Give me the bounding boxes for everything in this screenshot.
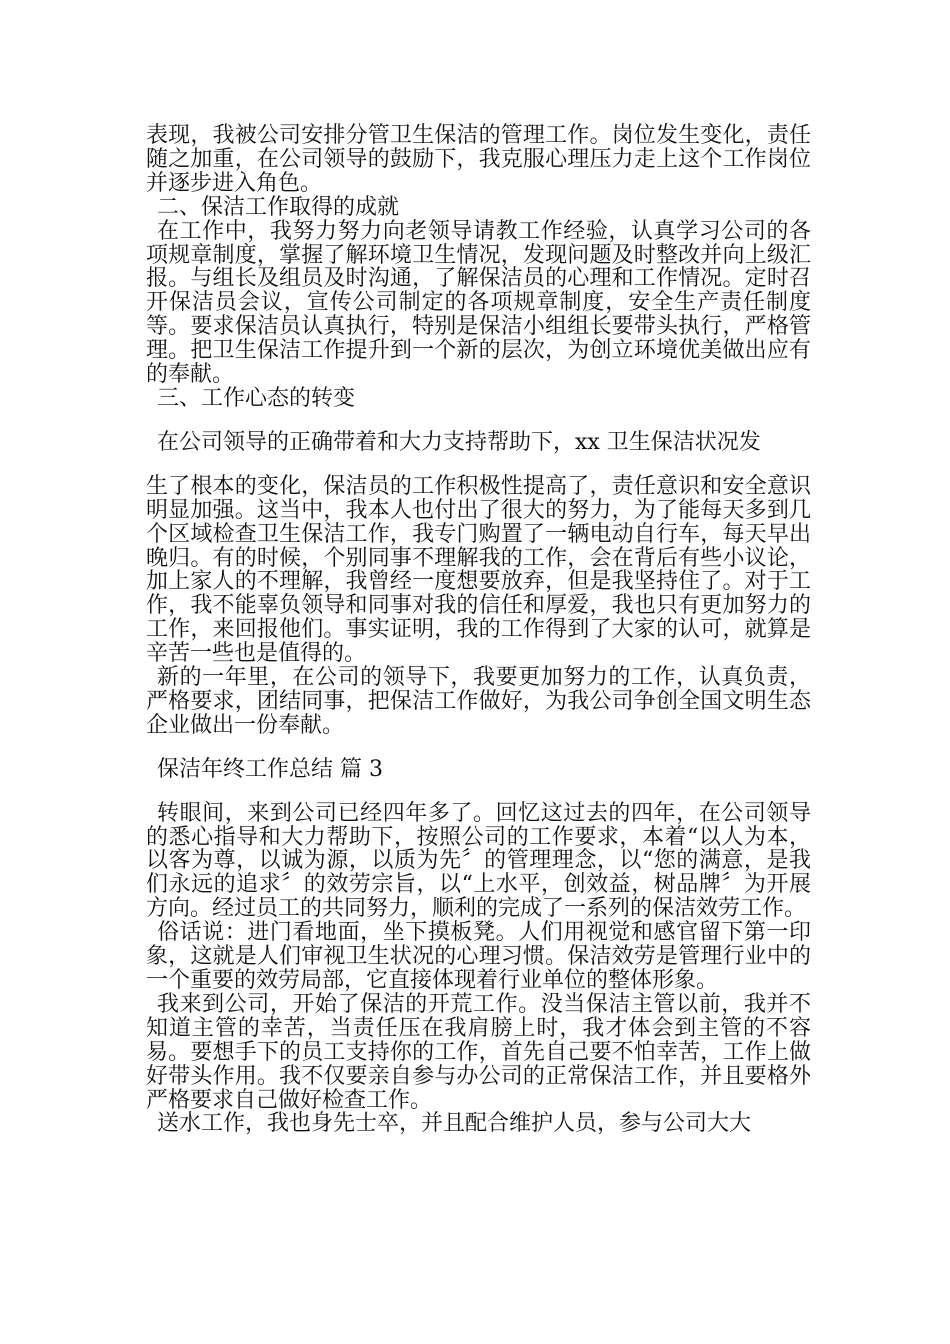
paragraph-proverb: 俗话说：进门看地面，坐下摸板凳。人们用视觉和感官留下第一印象，这就是人们审视卫生状况的心理习惯。保洁效劳是管理行业中的一个重要的效劳局部，它直接体现着行业单位的整体形象。 (146, 920, 811, 993)
paragraph-attitude-line: 在公司领导的正确带着和大力支持帮助下，xx 卫生保洁状况发 (157, 429, 761, 455)
document-page (146, 124, 811, 1136)
paragraph-supervisor: 我来到公司，开始了保洁的开荒工作。没当保洁主管以前，我并不知道主管的幸苦，当责任压在我肩膀上时，我才体会到主管的不容易。要想手下的员工支持你的工作，首先自己要不怕幸苦，工作上做好带头作用。我不仅要亲自参与办公司的正常保洁工作，并且要格外严格要求自己做好检查工作。 (146, 991, 811, 1113)
paragraph-attitude-body: 生了根本的变化，保洁员的工作积极性提高了，责任意识和安全意识明显加强。这当中，我本人也付出了很大的努力，为了能每天多到几个区域检查卫生保洁工作，我专门购置了一辆电动自行车，每天早出晚归。有的时候，个别同事不理解我的工作，会在背后有些小议论，加上家人的不理解，我曾经一度想要放弃，但是我坚持住了。对于工作，我不能辜负领导和同事对我的信任和厚爱，我也只有更加努力的工作，来回报他们。事实证明，我的工作得到了大家的认可，就算是辛苦一些也是值得的。 (146, 473, 811, 667)
paragraph-new-year: 新的一年里，在公司的领导下，我要更加努力的工作，认真负责，严格要求，团结同事，把保洁工作做好，为我公司争创全国文明生态企业做出一份奉献。 (146, 665, 811, 738)
section-heading-achievements: 二、保洁工作取得的成就 (157, 194, 400, 220)
paragraph-water-delivery: 送水工作，我也身先士卒，并且配合维护人员，参与公司大大 (157, 1111, 752, 1137)
section-heading-attitude: 三、工作心态的转变 (157, 385, 356, 411)
paragraph-four-years: 转眼间，来到公司已经四年多了。回忆这过去的四年，在公司领导的悉心指导和大力帮助下，按照公司的工作要求，本着“以人为本，以客为尊，以诚为源，以质为先〞的管理理念，以“您的满意，是我们永远的追求〞的效劳宗旨，以“上水平，创效益，树品牌〞为开展方向。经过员工的共同努力，顺利的完成了一系列的保洁效劳工作。 (146, 800, 811, 922)
paragraph-intro: 表现，我被公司安排分管卫生保洁的管理工作。岗位发生变化，责任随之加重，在公司领导的鼓励下，我克服心理压力走上这个工作岗位并逐步进入角色。 (146, 123, 811, 196)
article-heading-part3: 保洁年终工作总结 篇 3 (157, 756, 383, 782)
paragraph-achievements: 在工作中，我努力努力向老领导请教工作经验，认真学习公司的各项规章制度，掌握了解环境卫生情况，发现问题及时整改并向上级汇报。与组长及组员及时沟通，了解保洁员的心理和工作情况。定时召开保洁员会议，宣传公司制定的各项规章制度，安全生产责任制度等。要求保洁员认真执行，特别是保洁小组组长要带头执行，严格管理。把卫生保洁工作提升到一个新的层次，为创立环境优美做出应有的奉献。 (146, 218, 811, 388)
